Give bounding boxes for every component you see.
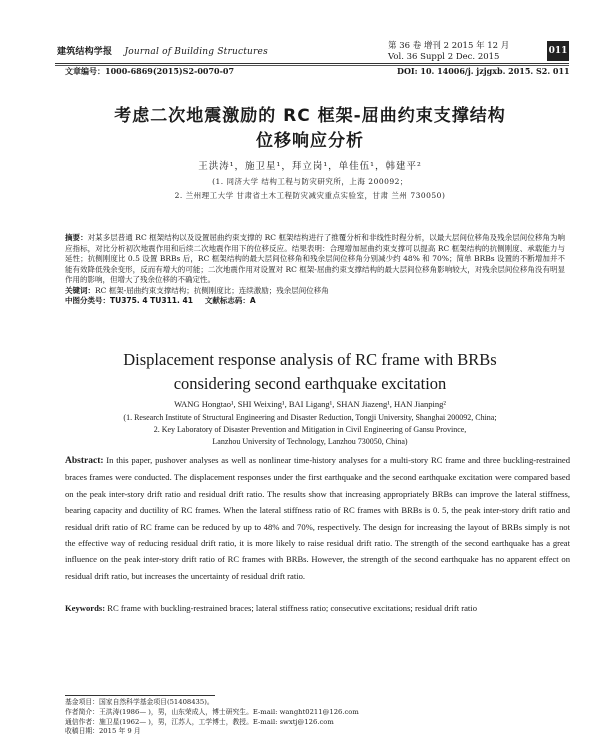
keywords-en-label: Keywords: (65, 603, 106, 613)
running-head-journal (57, 44, 268, 57)
classification-number: 中图分类号：TU375. 4 TU311. 41 (65, 296, 193, 305)
journal-name-en: Journal of Building Structures (124, 47, 268, 57)
affiliation-en-2: 2. Key Laboratory of Disaster Prevention and Mitigation in Civil Engineering of Gansu Province, (153, 425, 467, 434)
abstract-cn-text: 对某多层普通 RC 框架结构以及设置屈曲约束支撑的 RC 框架结构进行了推覆分析和非线性时程分析，以最大层间位移角及残余层间位移角为响应指标，对比分析初次地震作用和后续二次地震作用下的位移反应。结果表明：合理增加屈曲约束支撑可以提高 RC 框架结构的抗侧刚度、承载能力与延性；抗侧刚度比 0.5 设置 BRBs 后，RC 框架结构的最大层间位移角和残余层间位移角分别减少约 48% 和 70%；简单 BRBs 设置的不断增加并不能有效降低残余变形，反而有增大的可能；二次地震作用对设置对 RC 框架-屈曲约束支撑结构的最大层间位移角影响较大，对残余层间位移角没有明显作用的影响，但增大了残余位移的不确定性。 (65, 233, 565, 284)
footnote-corresponding: 通信作者：施卫星(1962— )，男，江苏人，工学博士，教授。E-mail: swxtj@126.com (65, 717, 334, 726)
footnote-author: 作者简介：王洪涛(1986— )，男，山东荣成人，博士研究生。E-mail: wanght0211@126.com (65, 707, 359, 716)
abstract-en-text: In this paper, pushover analyses as well as nonlinear time-history analyses for a multi-story RC frame and three buckling-restrained braces frames were conducted. The displacement responses under the first earthquake and the second earthquake excitation were compared based on the peak inter-story drift ratio and residual drift ratio. The results show that increasing appropriately BRBs can improve the lateral stiffness, bearing capacity and ductility of RC frames. When the lateral stiffness ratio of RC frames with BRBs is 0. 5, the peak inter-story drift ratio and residual drift ratio of RC frame can be reduced by up to 48% and 70%, respectively. The design for increasing the layout of BRBs simply is not the effective way of reducing residual drift ratio, it is more likely to raise residual drift ratio. The strength of the second earthquake has a great influence on the peak inter-story drift ratio of RC frames with BRBs. However, the strength of the second earthquake has no apparent effect on residual drift ratio, but increases the uncertainty of residual drift ratio. (65, 455, 570, 581)
doi: DOI: 10. 14006/j. jzjgxb. 2015. S2. 011 (397, 66, 570, 76)
footnotes (65, 698, 485, 737)
article-number: 文章编号：1000-6869(2015)S2-0070-07 (65, 66, 235, 76)
abstract-en-label: Abstract: (65, 456, 104, 466)
keywords-en: RC frame with buckling-restrained braces; lateral stiffness ratio; consecutive excitations; residual drift ratio (107, 603, 477, 613)
volume-line-en: Vol. 36 Suppl 2 Dec. 2015 (388, 52, 500, 62)
title-cn-line2: 位移响应分析 (256, 131, 364, 151)
affiliation-cn-2: 2. 兰州理工大学 甘肃省土木工程防灾减灾重点实验室，甘肃 兰州 730050) (174, 191, 446, 200)
abstract-en (65, 452, 570, 584)
header-rule (55, 63, 569, 64)
title-en-line2: considering second earthquake excitation (173, 374, 447, 393)
document-code: 文献标志码：A (204, 296, 256, 305)
running-head-volume (388, 41, 509, 63)
keywords-cn: RC 框架-屈曲约束支撑结构；抗侧刚度比；连续激励；残余层间位移角 (95, 285, 329, 295)
page-number-badge: 011 (547, 41, 569, 61)
authors-en: WANG Hongtao¹, SHI Weixing¹, BAI Ligang¹, SHAN Jiazeng¹, HAN Jianping² (174, 399, 446, 409)
footnote-rule (65, 695, 215, 696)
keywords-cn-label: 关键词： (65, 285, 95, 295)
abstract-cn-label: 摘要： (65, 233, 88, 242)
authors-cn (40, 158, 580, 201)
keywords-en-block (65, 600, 570, 616)
affiliation-en-1: (1. Research Institute of Structural Engineering and Disaster Reduction, Tongji University, Shanghai 200092, China; (123, 413, 497, 422)
author-list-cn: 王洪涛¹，施卫星¹，拜立岗¹，单佳伍¹，韩建平² (198, 161, 422, 172)
abstract-cn (65, 233, 565, 307)
title-en-line1: Displacement response analysis of RC frame with BRBs (123, 350, 497, 369)
footnote-fund: 基金项目：国家自然科学基金项目(51408435)。 (65, 698, 214, 706)
title-cn-line1: 考虑二次地震激励的 RC 框架-屈曲约束支撑结构 (114, 106, 506, 126)
footnote-received: 收稿日期：2015 年 9 月 (65, 727, 141, 736)
affiliation-en-3: Lanzhou University of Technology, Lanzhou 730050, China) (212, 437, 408, 446)
affiliation-cn-1: (1. 同济大学 结构工程与防灾研究所，上海 200092； (212, 177, 408, 186)
volume-line-cn: 第 36 卷 增刊 2 2015 年 12 月 (388, 41, 510, 51)
journal-name-cn: 建筑结构学报 (57, 47, 113, 57)
